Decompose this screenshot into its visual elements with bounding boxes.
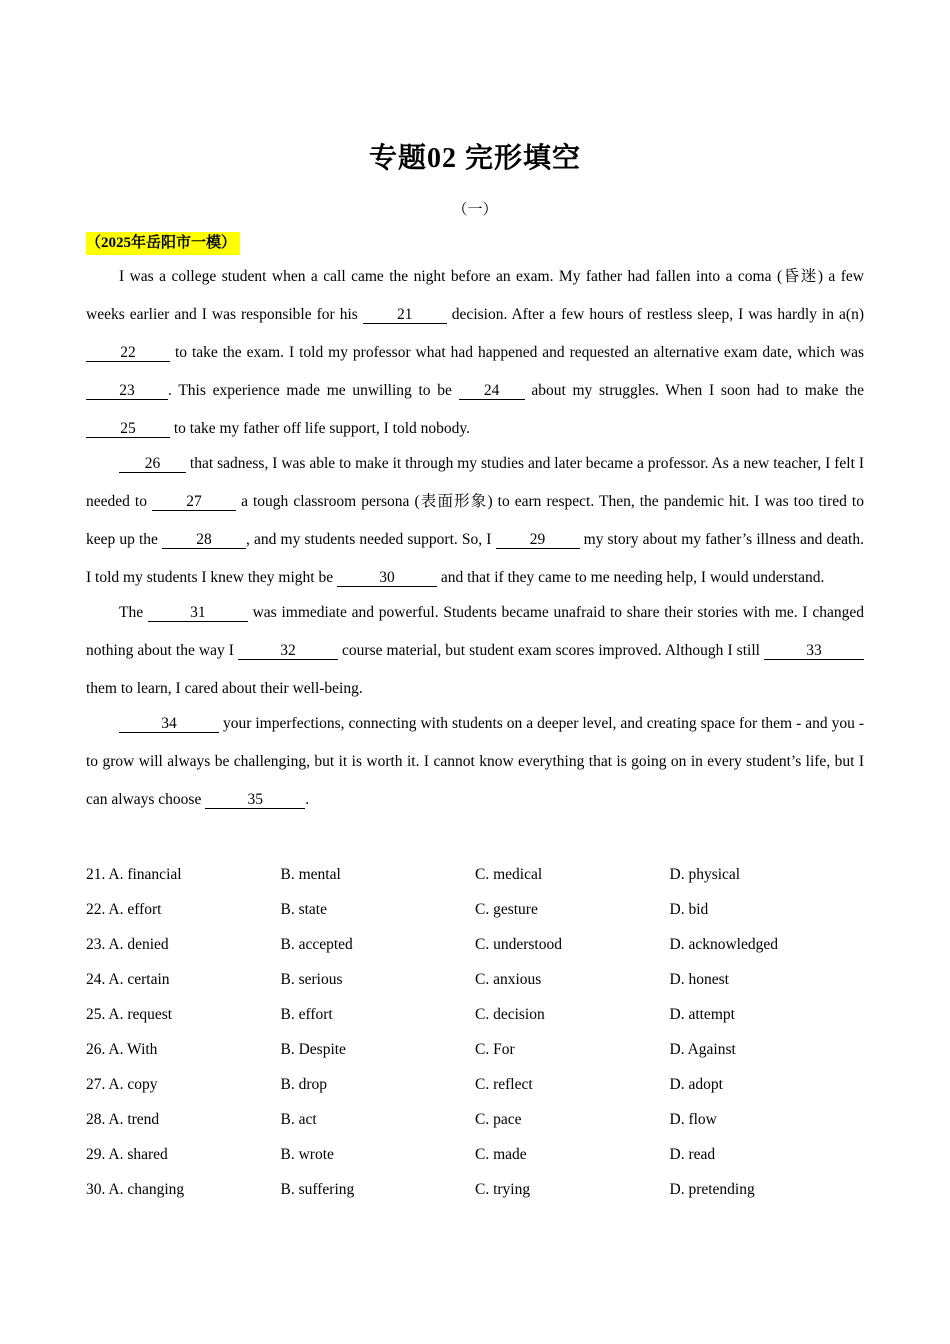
question-30-options: [86, 1177, 864, 1212]
passage-text: I was a college student when a call came the night before an exam. My father had fallen into a coma (昏迷) a few weeks earlier and I was responsible for his: [86, 268, 864, 323]
option-b[interactable]: B. wrote: [280, 1146, 334, 1163]
blank-31[interactable]: 31: [148, 605, 248, 622]
blank-32[interactable]: 32: [238, 643, 338, 660]
option-c[interactable]: C. gesture: [475, 901, 538, 918]
paragraph-3: [86, 594, 864, 708]
option-b[interactable]: B. accepted: [280, 936, 353, 953]
paragraph-2: [86, 445, 864, 597]
passage-text: to take the exam. I told my professor what had happened and requested an alternative exam date, which was: [170, 344, 864, 361]
option-b[interactable]: B. serious: [280, 971, 343, 988]
passage-text: about my struggles. When I soon had to make the: [524, 382, 864, 399]
blank-28[interactable]: 28: [162, 532, 246, 549]
option-a[interactable]: 24. A. certain: [86, 971, 170, 988]
option-a[interactable]: 21. A. financial: [86, 866, 182, 883]
passage-text: was immediate and powerful. Students became unafraid to share their stories with me. I changed nothing about the way I: [86, 604, 864, 659]
cloze-passage: [86, 258, 864, 819]
passage-text: them to learn, I cared about their well-being.: [86, 680, 363, 697]
blank-29[interactable]: 29: [496, 532, 580, 549]
paragraph-1: [86, 258, 864, 448]
option-d[interactable]: D. honest: [669, 971, 729, 988]
option-c[interactable]: C. understood: [475, 936, 562, 953]
passage-text: . This experience made me unwilling to be: [168, 382, 459, 399]
question-24-options: [86, 967, 864, 1002]
passage-text: and that if they came to me needing help, I would understand.: [436, 569, 825, 586]
option-c[interactable]: C. pace: [475, 1111, 522, 1128]
blank-25[interactable]: 25: [86, 421, 170, 438]
option-a[interactable]: 29. A. shared: [86, 1146, 168, 1163]
option-b[interactable]: B. act: [280, 1111, 317, 1128]
option-d[interactable]: D. Against: [669, 1041, 736, 1058]
blank-23[interactable]: 23: [86, 383, 168, 400]
question-26-options: [86, 1037, 864, 1072]
passage-text: that sadness, I was able to make it through my studies and later became a professor. As a new teacher, I felt I needed to: [86, 455, 864, 510]
source-tag: （2025年岳阳市一模）: [86, 232, 240, 255]
passage-text: to take my father off life support, I told nobody.: [170, 420, 471, 437]
option-a[interactable]: 22. A. effort: [86, 901, 162, 918]
section-number: （一）: [452, 202, 498, 218]
option-d[interactable]: D. flow: [669, 1111, 717, 1128]
option-d[interactable]: D. pretending: [669, 1181, 755, 1198]
blank-33[interactable]: 33: [764, 643, 864, 660]
question-27-options: [86, 1072, 864, 1107]
question-23-options: [86, 932, 864, 967]
option-c[interactable]: C. trying: [475, 1181, 531, 1198]
option-b[interactable]: B. Despite: [280, 1041, 346, 1058]
blank-30[interactable]: 30: [337, 570, 437, 587]
option-d[interactable]: D. adopt: [669, 1076, 723, 1093]
option-b[interactable]: B. state: [280, 901, 327, 918]
passage-text: decision. After a few hours of restless sleep, I was hardly in a(n): [446, 306, 864, 323]
page-title: 专题02 完形填空: [368, 143, 581, 174]
passage-text: a tough classroom persona (表面形象) to earn respect. Then, the pandemic hit. I was too tired to keep up the: [86, 493, 864, 548]
option-d[interactable]: D. acknowledged: [669, 936, 778, 953]
option-a[interactable]: 25. A. request: [86, 1006, 173, 1023]
blank-22[interactable]: 22: [86, 345, 170, 362]
question-29-options: [86, 1142, 864, 1177]
option-b[interactable]: B. drop: [280, 1076, 327, 1093]
passage-text: , and my students needed support. So, I: [246, 531, 496, 548]
passage-text: The: [119, 604, 148, 621]
option-c[interactable]: C. For: [475, 1041, 515, 1058]
blank-35[interactable]: 35: [205, 792, 305, 809]
blank-34[interactable]: 34: [119, 716, 219, 733]
question-25-options: [86, 1002, 864, 1037]
passage-text: your imperfections, connecting with students on a deeper level, and creating space for them - and you - to grow will always be challenging, but it is worth it. I cannot know everything that is going on in every student’s life, but I can always choose: [86, 715, 864, 808]
option-a[interactable]: 30. A. changing: [86, 1181, 185, 1198]
option-c[interactable]: C. reflect: [475, 1076, 533, 1093]
paragraph-4: [86, 705, 864, 819]
answer-options: [86, 862, 864, 1212]
option-c[interactable]: C. made: [475, 1146, 527, 1163]
option-b[interactable]: B. effort: [280, 1006, 333, 1023]
option-b[interactable]: B. suffering: [280, 1181, 355, 1198]
option-d[interactable]: D. physical: [669, 866, 741, 883]
blank-26[interactable]: 26: [119, 456, 186, 473]
option-c[interactable]: C. anxious: [475, 971, 542, 988]
blank-27[interactable]: 27: [152, 494, 236, 511]
option-d[interactable]: D. read: [669, 1146, 716, 1163]
passage-text: .: [305, 791, 310, 808]
question-21-options: [86, 862, 864, 897]
option-d[interactable]: D. bid: [669, 901, 709, 918]
passage-text: my story about my father’s illness and death. I told my students I knew they might be: [86, 531, 864, 586]
question-28-options: [86, 1107, 864, 1142]
question-22-options: [86, 897, 864, 932]
option-a[interactable]: 27. A. copy: [86, 1076, 158, 1093]
option-c[interactable]: C. medical: [475, 866, 543, 883]
option-a[interactable]: 23. A. denied: [86, 936, 169, 953]
option-a[interactable]: 26. A. With: [86, 1041, 158, 1058]
option-c[interactable]: C. decision: [475, 1006, 545, 1023]
option-a[interactable]: 28. A. trend: [86, 1111, 160, 1128]
passage-text: course material, but student exam scores improved. Although I still: [338, 642, 764, 659]
option-b[interactable]: B. mental: [280, 866, 341, 883]
option-d[interactable]: D. attempt: [669, 1006, 735, 1023]
blank-21[interactable]: 21: [363, 307, 447, 324]
blank-24[interactable]: 24: [459, 383, 525, 400]
